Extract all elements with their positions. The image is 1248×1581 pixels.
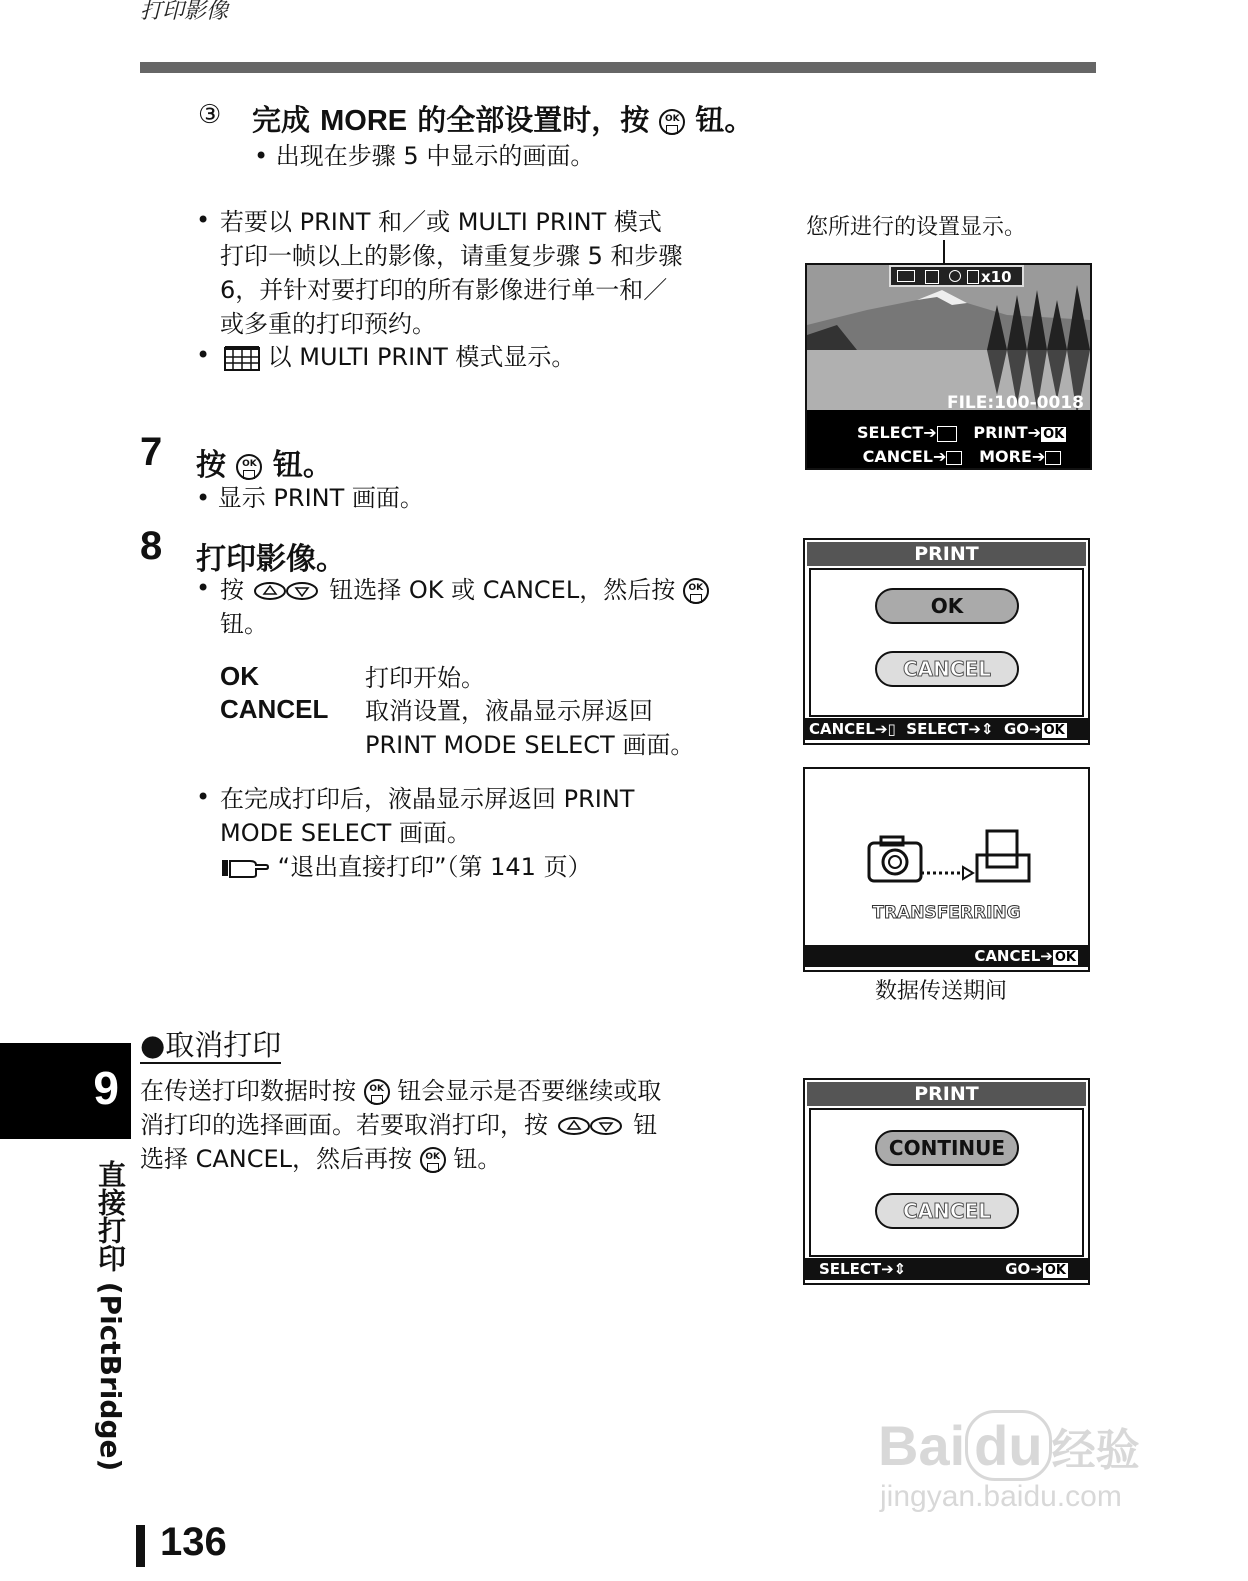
cancel-line-2-pre: 消打印的选择画面。若要取消打印，按 [140,1111,556,1139]
page-reference-text: “退出直接打印”（第 141 页） [277,853,592,881]
note-line: 或多重的打印预约。 [220,310,436,338]
caption-leader-line [943,240,945,264]
step-7-title-pre: 按 [196,448,237,483]
ok-button-icon: OK [659,109,685,135]
def-desc-cancel [365,694,694,762]
watermark-url: jingyan.baidu.com [880,1480,1122,1513]
ok-button-icon: OK [236,454,262,480]
screen2-control-bar: CANCEL➔▯ SELECT➔⇕ GO➔ OK [805,718,1088,740]
chapter-label-text: 直接打印 (PictBridge) [94,1160,127,1472]
control-row-2: CANCEL➔ MORE➔ [857,446,1066,468]
print-quantity: x10 [981,268,1012,286]
ok-button-icon: OK [420,1147,446,1173]
ok-key-icon: OK [1054,950,1076,965]
page-number: 136 [160,1520,227,1564]
running-header: 打印影像 [140,0,229,24]
screen1-photo-preview [805,263,1092,470]
select-label: SELECT [857,423,924,442]
page-number-bar [136,1525,145,1567]
bar-cancel-label: CANCEL [809,720,875,738]
bullet-dot: • [196,206,211,234]
step-7-bullet: • 显示 PRINT 画面。 [196,484,424,512]
watermark-paw [965,1410,1051,1481]
after-print-line: 在完成打印后，液晶显示屏返回 PRINT [220,785,635,813]
substep-marker: ③ [198,100,222,130]
cancel-section-body [140,1074,770,1176]
transferring-label: TRANSFERRING [872,903,1021,923]
note-line: 打印一帧以上的影像，请重复步骤 5 和步骤 [220,242,683,270]
print-label: PRINT [973,423,1028,442]
step-8-bullet-line2: 钮。 [220,610,268,638]
step-8-bullet [220,573,780,641]
after-print-line: MODE SELECT 画面。 [220,819,471,847]
watermark-brand-b: du [974,1414,1043,1477]
control-row-1: SELECT➔ PRINT➔ OK [857,423,1065,442]
cancel-line-2 [140,1108,770,1142]
ok-option[interactable]: OK [875,588,1019,624]
substep-3-pre: 完成 [252,103,321,137]
substep-3-heading [252,98,753,139]
note-multi-print-icon [224,340,575,374]
chapter-tab [0,1043,131,1139]
page-reference[interactable] [220,850,634,884]
battery-icon [897,270,915,282]
bar-cancel-label: CANCEL [974,947,1041,965]
screen4-title: PRINT [807,1082,1086,1106]
def-desc-line: 取消设置，液晶显示屏返回 [365,697,653,725]
bar-select-label: SELECT [819,1260,882,1278]
continue-option[interactable]: CONTINUE [875,1130,1019,1166]
def-term-ok: OK [220,661,259,691]
step-8-title: 打印影像。 [196,542,346,577]
chapter-label [72,1160,132,1472]
screen3-caption: 数据传送期间 [875,979,1008,1004]
ok-key-icon: OK [1043,427,1065,442]
ok-key-icon: OK [1043,723,1065,738]
cancel-line-2-post: 钮 [625,1111,658,1139]
more-label: MORE [979,447,1032,466]
print-settings-status [889,265,1024,287]
header-rule [140,62,1096,73]
file-number: FILE:100-0018 [946,393,1084,413]
screen3-control-bar: CANCEL➔ OK [805,945,1088,967]
bar-select-label: SELECT [906,720,969,738]
screen1-controls [857,422,1066,468]
up-down-arrows-icon [252,580,322,602]
ok-key-icon: OK [1044,1263,1066,1278]
substep-3-tail: 钮。 [685,103,754,137]
note-line: 若要以 PRINT 和／或 MULTI PRINT 模式 [220,208,662,236]
screen2-print-confirm [803,538,1090,745]
def-term-cancel: CANCEL [220,694,329,724]
def-desc-ok: 打印开始。 [365,664,485,692]
multi-print-icon [224,345,260,371]
substep-3-bullet: • 出现在步骤 5 中显示的画面。 [254,142,595,170]
bar-go-label: GO [1003,720,1030,738]
cancel-line-3 [140,1142,770,1176]
note-line: 6，并针对要打印的所有影像进行单一和／ [220,276,668,304]
screen4-continue-prompt [803,1078,1090,1285]
ok-button-icon: OK [683,578,709,604]
frame-icon [925,270,939,284]
cancel-option[interactable]: CANCEL [875,1193,1019,1229]
bullet-dot: • [196,341,211,369]
step-8-bullet-line1 [220,573,780,607]
step-7-title-post: 钮。 [262,448,333,483]
left-right-icon [937,426,957,442]
step-7-bullet-text: 显示 PRINT 画面。 [217,484,424,512]
chapter-number: 9 [93,1062,119,1114]
cancel-line-3-pre: 选择 CANCEL，然后再按 [140,1145,420,1173]
after-print-note [220,782,634,884]
note-multi-images [220,205,760,341]
pointing-hand-icon [220,856,270,880]
cancel-section-title: ●取消打印 [140,1028,282,1062]
bar-go-group: GO➔ OK [1005,1260,1066,1278]
step-7-number: 7 [140,430,163,474]
screen4-control-bar: SELECT➔⇕ GO➔ OK [805,1258,1088,1280]
bullet-dot: • [196,574,211,602]
ok-button-icon: OK [364,1079,390,1105]
date-icon [949,270,961,282]
more-keyword: MORE [320,105,408,137]
step-7-title [196,440,333,484]
step-8-number: 8 [140,524,163,568]
baidu-watermark [878,1410,1140,1481]
watermark-brand-a: Bai [878,1414,966,1477]
up-arrow-icon [946,451,962,465]
substep-3-bullet-text: 出现在步骤 5 中显示的画面。 [275,142,595,170]
camera-to-printer-icon [867,829,1037,889]
cancel-line-1 [140,1074,770,1108]
def-desc-line: PRINT MODE SELECT 画面。 [365,731,695,759]
step-8-bullet-mid: 钮选择 OK 或 CANCEL，然后按 [321,576,683,604]
substep-3-post: 的全部设置时，按 [407,103,660,137]
cancel-line-1-post: 钮会显示是否要继续或取 [389,1077,662,1105]
screen3-transferring [803,767,1090,972]
bullet-dot: • [196,783,211,811]
step-8-bullet-pre: 按 [220,576,252,604]
screen1-caption: 您所进行的设置显示。 [806,215,1027,240]
print-count-icon [967,270,979,284]
note-multi-print-text: 以 MULTI PRINT 模式显示。 [260,343,576,371]
watermark-brand-c: 经验 [1051,1425,1140,1476]
up-down-arrows-icon [556,1115,626,1137]
down-arrow-icon [1045,451,1061,465]
bar-go-label: GO [1005,1260,1031,1278]
cancel-line-1-pre: 在传送打印数据时按 [140,1077,364,1105]
cancel-option[interactable]: CANCEL [875,651,1019,687]
cancel-label: CANCEL [862,447,933,466]
screen2-title: PRINT [807,542,1086,566]
cancel-line-3-post: 钮。 [445,1145,502,1173]
